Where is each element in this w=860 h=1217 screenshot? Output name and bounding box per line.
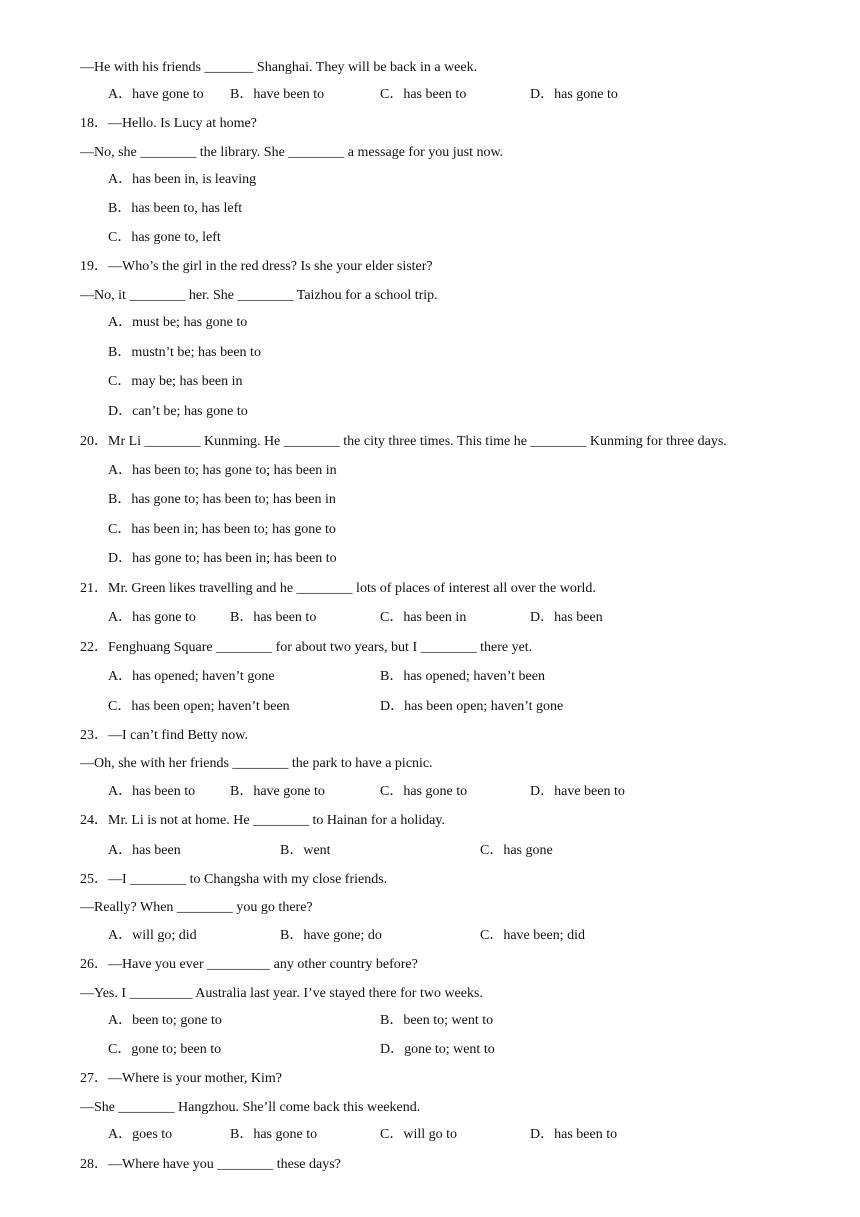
option-c: C．has gone <box>480 843 553 858</box>
option-b: B．has opened; haven’t been <box>380 669 545 684</box>
option-b: B．went <box>280 843 331 858</box>
option-c: C．will go to <box>380 1127 458 1142</box>
option-a: A．has been in, is leaving <box>108 172 257 187</box>
option-b: B．has been to <box>230 610 317 625</box>
option-d: D．has gone to; has been in; has been to <box>108 551 337 566</box>
question-25: 25．—I ________ to Changsha with my close friends. <box>80 872 388 887</box>
option-b: B．have gone; do <box>280 928 382 943</box>
question-line: —He with his friends _______ Shanghai. They will be back in a week. <box>80 60 478 75</box>
question-18: 18．—Hello. Is Lucy at home? <box>80 116 257 131</box>
option-a: A．have gone to <box>108 87 204 102</box>
question-line: —Oh, she with her friends ________ the park to have a picnic. <box>80 756 433 771</box>
option-a: A．been to; gone to <box>108 1013 222 1028</box>
question-28: 28．—Where have you ________ these days? <box>80 1157 341 1172</box>
option-a: A．has been to; has gone to; has been in <box>108 463 337 478</box>
option-a: A．must be; has gone to <box>108 315 248 330</box>
option-c: C．may be; has been in <box>108 374 243 389</box>
question-line: —No, it ________ her. She ________ Taizhou for a school trip. <box>80 288 438 303</box>
question-20: 20．Mr Li ________ Kunming. He ________ the city three times. This time he ________ Kunming for three days. <box>80 434 727 449</box>
option-b: B．mustn’t be; has been to <box>108 345 261 360</box>
question-26: 26．—Have you ever _________ any other country before? <box>80 957 418 972</box>
question-24: 24．Mr. Li is not at home. He ________ to Hainan for a holiday. <box>80 813 445 828</box>
option-d: D．have been to <box>530 784 625 799</box>
question-line: —No, she ________ the library. She ________ a message for you just now. <box>80 145 504 160</box>
option-b: B．has gone to; has been to; has been in <box>108 492 336 507</box>
option-b: B．have gone to <box>230 784 325 799</box>
question-line: —Yes. I _________ Australia last year. I’ve stayed there for two weeks. <box>80 986 483 1001</box>
option-a: A．goes to <box>108 1127 173 1142</box>
option-d: D．has gone to <box>530 87 618 102</box>
option-b: B．been to; went to <box>380 1013 494 1028</box>
question-23: 23．—I can’t find Betty now. <box>80 728 248 743</box>
option-a: A．has been to <box>108 784 196 799</box>
option-a: A．has gone to <box>108 610 196 625</box>
option-c: C．has gone to <box>380 784 468 799</box>
option-b: B．has gone to <box>230 1127 318 1142</box>
option-a: A．will go; did <box>108 928 197 943</box>
option-a: A．has opened; haven’t gone <box>108 669 275 684</box>
option-c: C．has gone to, left <box>108 230 221 245</box>
option-c: C．has been open; haven’t been <box>108 699 290 714</box>
option-a: A．has been <box>108 843 181 858</box>
question-22: 22．Fenghuang Square ________ for about two years, but I ________ there yet. <box>80 640 533 655</box>
question-21: 21．Mr. Green likes travelling and he ________ lots of places of interest all over the world. <box>80 581 596 596</box>
option-d: D．has been to <box>530 1127 618 1142</box>
option-c: C．has been in; has been to; has gone to <box>108 522 336 537</box>
question-19: 19．—Who’s the girl in the red dress? Is she your elder sister? <box>80 259 433 274</box>
option-d: D．has been open; haven’t gone <box>380 699 564 714</box>
option-c: C．has been to <box>380 87 467 102</box>
question-27: 27．—Where is your mother, Kim? <box>80 1071 283 1086</box>
question-line: —She ________ Hangzhou. She’ll come back this weekend. <box>80 1100 421 1115</box>
option-c: C．has been in <box>380 610 467 625</box>
option-d: D．gone to; went to <box>380 1042 495 1057</box>
option-d: D．can’t be; has gone to <box>108 404 248 419</box>
option-b: B．have been to <box>230 87 325 102</box>
option-c: C．gone to; been to <box>108 1042 222 1057</box>
option-b: B．has been to, has left <box>108 201 243 216</box>
question-line: —Really? When ________ you go there? <box>80 900 313 915</box>
option-d: D．has been <box>530 610 603 625</box>
option-c: C．have been; did <box>480 928 585 943</box>
